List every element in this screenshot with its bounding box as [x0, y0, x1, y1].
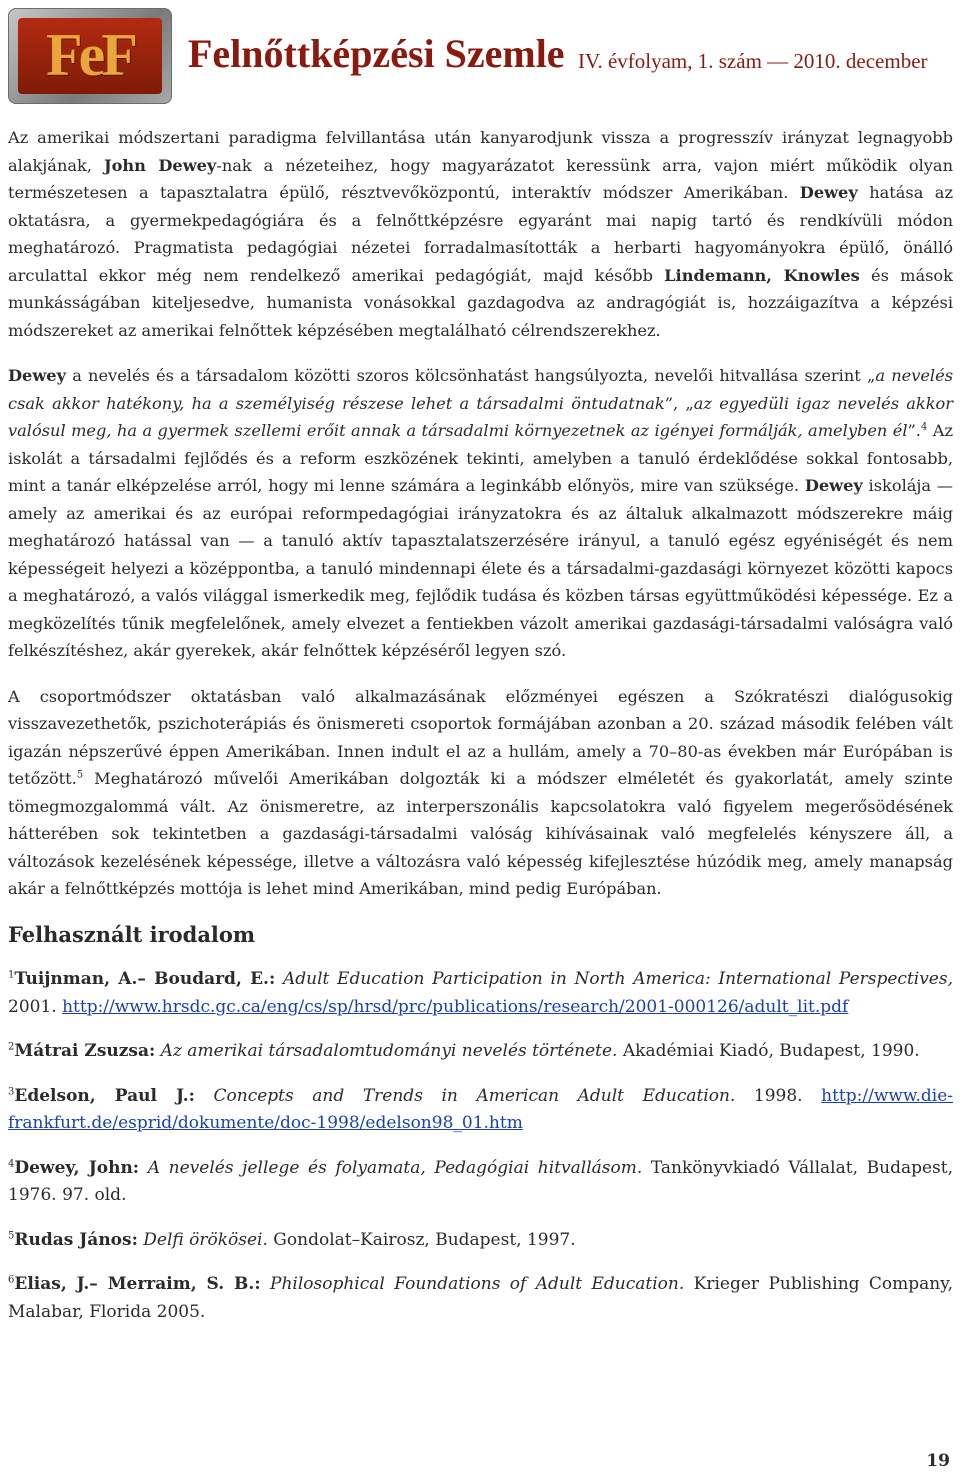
journal-title: Felnőttképzési Szemle	[188, 31, 565, 76]
reference-item	[8, 1038, 953, 1066]
text-run: Krieger Publishing Company, Malabar, Florida 2005.	[8, 1274, 954, 1322]
body-paragraph	[8, 124, 953, 344]
text-run: 1998.	[735, 1085, 822, 1106]
italic-text: Philosophical Foundations of Adult Education.	[270, 1274, 685, 1294]
text-run: iskolája — amely az amerikai és az európai reformpedagógiai irányzatokra és az általuk alkalmazott módszerekre máig meghatározó hatással van — a tanuló aktív tapasztalatszerzésére irányul, a tanuló egész egyéniségét és nem képességeit helyezi a középpontba, a tanuló mindennapi élete és a társadalmi-gazdasági környezet közötti kapocs a meghatározó, a valós világgal ismerkedik meg, fejlődik tudása és közben társas együttműködési képessége. Ez a megközelítés tűnik megfelelőnek, amely elvezet a fentiekben vázolt amerikai gazdasági-társadalmi valóságra való felkészítéshez, akár gyerekek, akár felnőttek képzéséről legyen szó.	[8, 476, 953, 660]
text-run: A csoportmódszer oktatásban való alkalmazásának előzményei egészen a Szókratészi dialógusokig visszavezethetők, pszichoterápiás és önismereti csoportok formájában azonban a 20. század második felében vált igazán népszerűvé éppen Amerikában. Innen indult el az a hullám, amely a 70–80-as években már Európában is tetőzött.	[8, 686, 953, 788]
reference-item	[8, 1271, 953, 1326]
bold-text: Lindemann, Knowles	[664, 265, 860, 285]
bold-text: John Dewey	[103, 155, 217, 175]
issue-info: IV. évfolyam, 1. szám — 2010. december	[578, 49, 928, 73]
page-number: 19	[926, 1451, 950, 1471]
footnote-marker: 5	[76, 769, 84, 781]
text-run: ”, „	[664, 393, 694, 413]
text-run	[261, 1274, 270, 1294]
text-run: Az amerikai módszertani paradigma felvillantása után kanyarodjunk vissza a progresszív irányzat legnagyobb alakjának,	[8, 128, 953, 175]
italic-text: Delfi örökösei.	[143, 1229, 268, 1250]
bold-text: Dewey, John:	[14, 1157, 140, 1178]
reference-item	[8, 966, 953, 1021]
footnote-marker: 5	[8, 1229, 15, 1241]
bold-text: Tuijnman, A.– Boudard, E.:	[14, 969, 276, 989]
logo-text: FeF	[46, 22, 134, 88]
article-body	[8, 124, 953, 1343]
reference-item	[8, 1227, 953, 1255]
bold-text: Dewey	[804, 476, 863, 495]
footnote-marker: 3	[8, 1085, 15, 1097]
footnote-marker: 1	[8, 969, 15, 981]
reference-link[interactable]: http://www.hrsdc.gc.ca/eng/cs/sp/hrsd/prc/publications/research/2001-000126/adult_lit.pdf	[62, 996, 849, 1017]
italic-text: Concepts and Trends in American Adult Education.	[213, 1085, 736, 1106]
text-run: Gondolat–Kairosz, Budapest, 1997.	[267, 1229, 576, 1250]
text-run: a nevelés és a társadalom közötti szoros kölcsönhatást hangsúlyozta, nevelői hitvallása szerint „	[65, 366, 876, 385]
text-run: és mások munkásságában kiteljesedve, humanista vonásokkal gazdagodva az andragógiát is, hozzáigazítva a képzési módszereket az amerikai felnőttek képzésében megtalálható célrendszerekhez.	[8, 265, 953, 340]
text-run	[195, 1086, 214, 1106]
journal-logo	[8, 8, 172, 104]
italic-text: Adult Education Participation in North America: International Perspectives,	[282, 969, 954, 989]
bold-text: Elias, J.– Merraim, S. B.:	[14, 1274, 261, 1294]
text-run: -nak a nézeteihez, hogy magyarázatot keressünk arra, vajon miért működik olyan természetesen a tapasztalatra épülő, résztvevőközpontú, interaktív módszer Amerikában.	[8, 155, 953, 202]
reference-item	[8, 1155, 953, 1210]
footnote-marker: 4	[8, 1157, 15, 1169]
italic-text: az egyedüli igaz nevelés akkor valósul meg, ha a gyermek szellemi erőit annak a társadalmi környezetnek az igényei formálják, amelyben él	[8, 393, 953, 440]
bold-text: Dewey	[799, 183, 858, 202]
page-header	[0, 0, 960, 112]
references-heading: Felhasznált irodalom	[8, 921, 256, 947]
text-run: ”.	[907, 421, 921, 440]
bold-text: Dewey	[8, 366, 66, 385]
text-run: Akadémiai Kiadó, Budapest, 1990.	[617, 1041, 920, 1061]
logo-panel	[18, 18, 162, 94]
footnote-marker: 2	[8, 1041, 15, 1053]
text-run: hatása az oktatásra, a gyermekpedagógiára és a felnőttképzésre egyaránt mai napig tartó és rendkívüli módon meghatározó. Pragmatista pedagógiai nézetei forradalmasították a herbarti hagyományokra épülő, önálló arculattal ekkor még nem rendelkező amerikai pedagógiát, majd később	[8, 183, 953, 285]
text-run: 2001.	[8, 996, 63, 1017]
text-run	[275, 969, 283, 989]
reference-link[interactable]: http://www.die-frankfurt.de/esprid/dokumente/doc-1998/edelson98_01.htm	[8, 1085, 953, 1133]
italic-text: A nevelés jellege és folyamata, Pedagógiai hitvallásom.	[147, 1157, 643, 1178]
reference-item	[8, 1083, 953, 1138]
bold-text: Rudas János:	[14, 1229, 138, 1250]
footnote-marker: 6	[8, 1274, 15, 1286]
body-paragraph	[8, 362, 953, 665]
text-run	[139, 1158, 148, 1178]
bold-text: Mátrai Zsuzsa:	[14, 1041, 156, 1061]
italic-text: Az amerikai társadalomtudományi nevelés története.	[160, 1041, 618, 1061]
body-paragraph	[8, 683, 953, 903]
text-run: Meghatározó művelői Amerikában dolgozták ki a módszer elméletét és gyakorlatát, amely szinte tömegmozgalommá vált. Az önismeretre, az interperszonális kapcsolatokra való figyelem megerősödésének hátterében sok tekintetben a gazdasági-társadalmi valóság kihívásainak való megfelelés kényszere áll, a változások kezelésének képessége, illetve a változásra való képesség kifejlesztése húzódik meg, amely manapság akár a felnőttképzés mottója is lehet mind Amerikában, mind pedig Európában.	[8, 769, 953, 898]
footnote-marker: 4	[920, 421, 928, 433]
text-run: Az iskolát a társadalmi fejlődés és a reform eszközének tekinti, amelyben a tanuló érdeklődése sokkal fontosabb, mint a tanár elképzelése arról, hogy mi lenne számára a leginkább előnyös, mire van szüksége.	[8, 421, 953, 495]
text-run: Tankönyvkiadó Vállalat, Budapest, 1976. 97. old.	[8, 1157, 953, 1205]
italic-text: a nevelés csak akkor hatékony, ha a személyiség részese lehet a társadalmi öntudatnak	[8, 366, 953, 413]
bold-text: Edelson, Paul J.:	[14, 1085, 195, 1106]
